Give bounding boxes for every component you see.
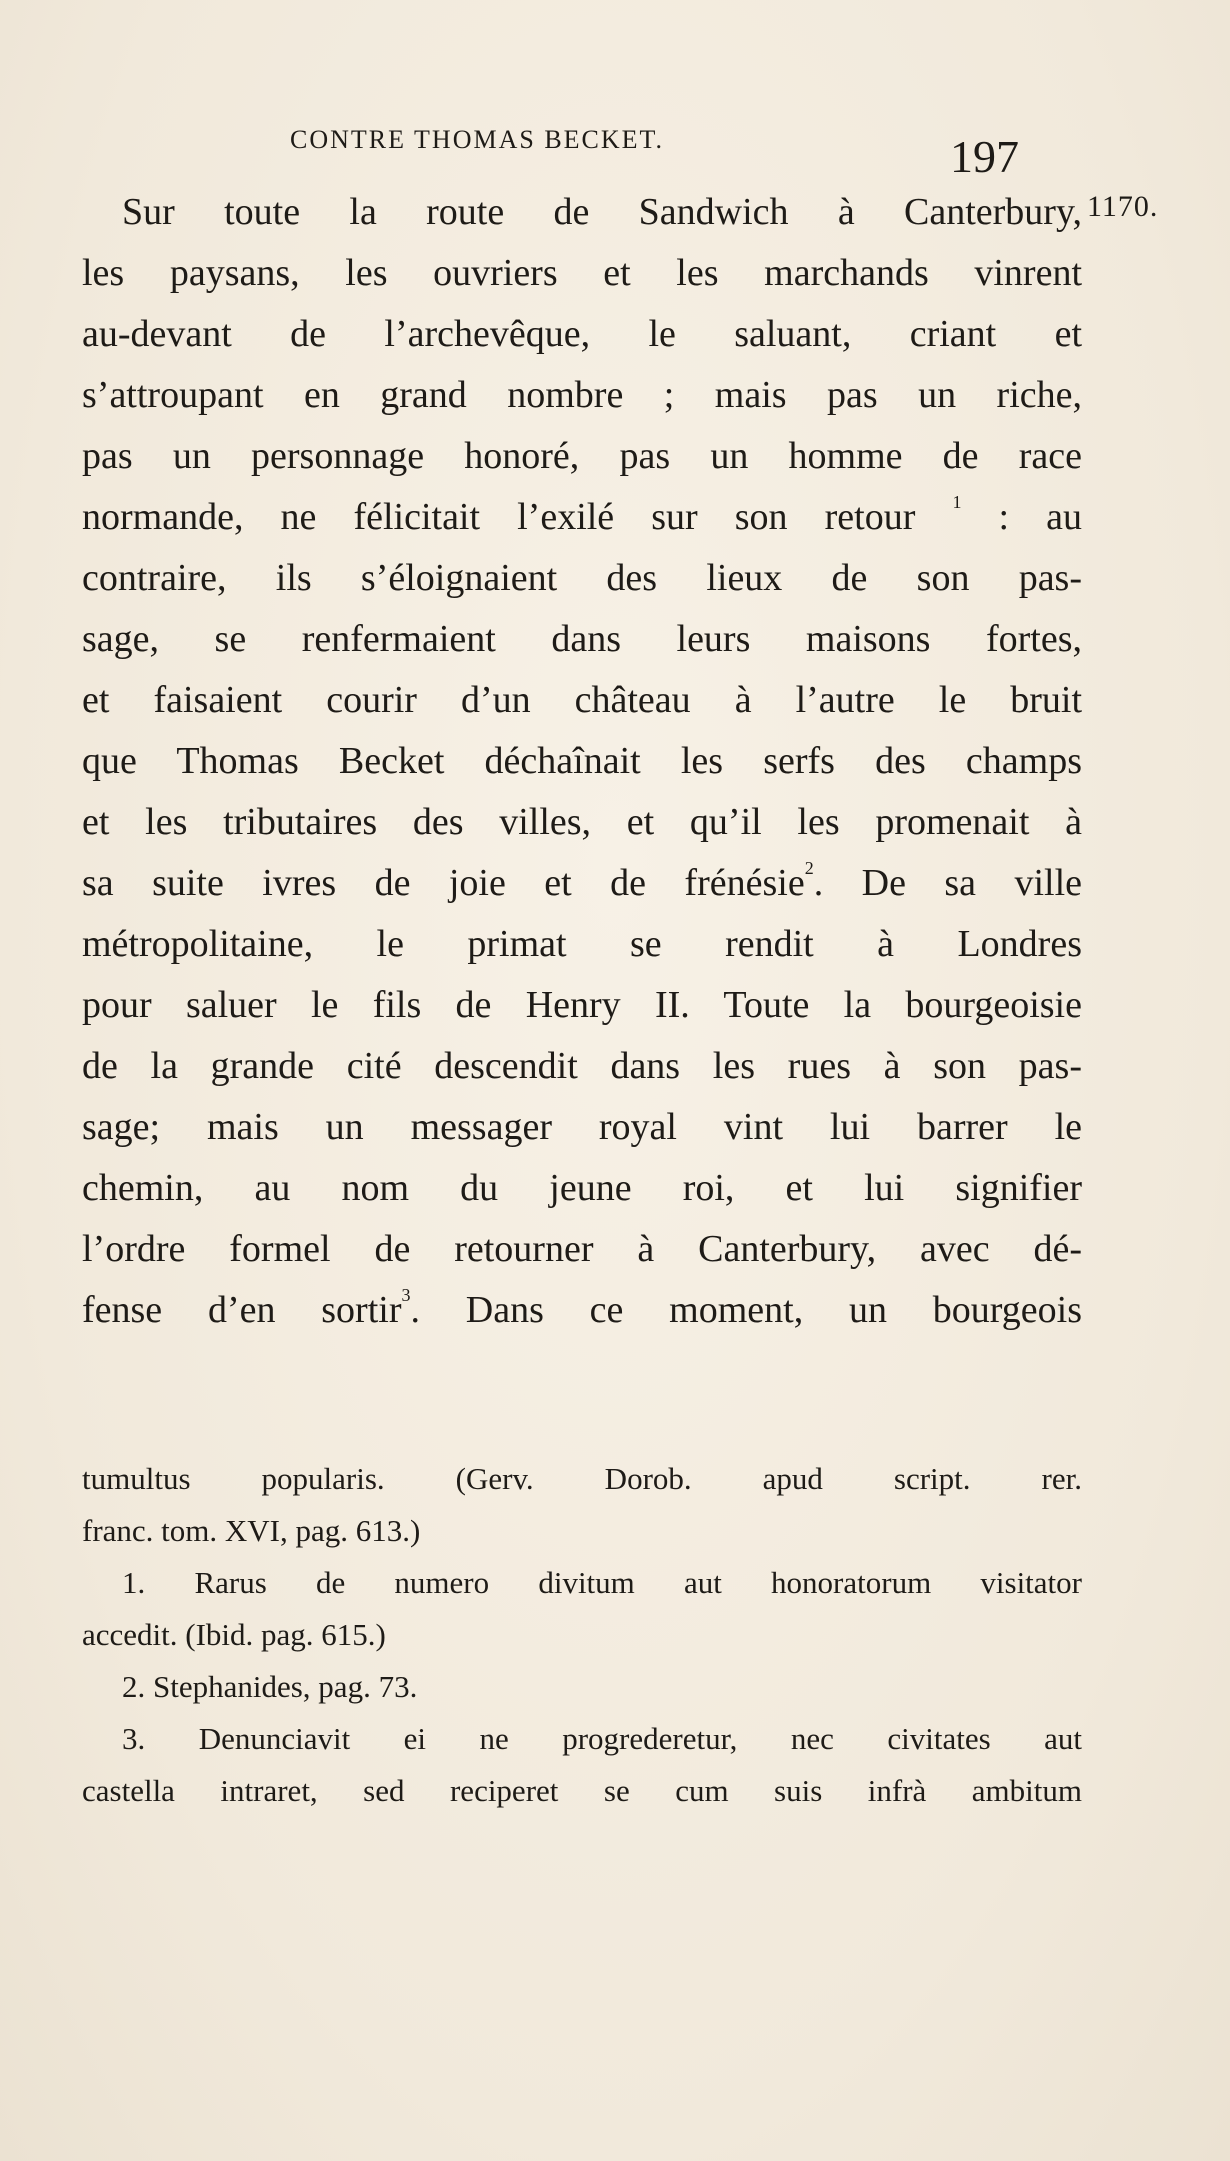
- text-line: Sur toute la route de Sandwich à Canterbury,: [122, 191, 1082, 233]
- footnotes: [82, 1453, 1082, 1817]
- footnote-line: 1. Rarus de numero divitum aut honoratorum visitator: [122, 1565, 1082, 1600]
- text-segment: sa suite ivres de joie et de frénésie: [82, 862, 805, 904]
- text-line: l’ordre formel de retourner à Canterbury, avec dé-: [82, 1228, 1082, 1270]
- text-line: sage, se renfermaient dans leurs maisons fortes,: [82, 618, 1082, 660]
- footnote-line: 2. Stephanides, pag. 73.: [122, 1669, 418, 1704]
- text-segment: : au: [998, 496, 1083, 538]
- text-line: les paysans, les ouvriers et les marchands vinrent: [82, 252, 1082, 294]
- footnote-marker-2: 2: [804, 858, 814, 878]
- text-line: que Thomas Becket déchaînait les serfs des champs: [82, 740, 1082, 782]
- text-segment: . De sa ville: [813, 862, 1082, 904]
- text-line: sage; mais un messager royal vint lui barrer le: [82, 1106, 1082, 1148]
- text-line: contraire, ils s’éloignaient des lieux de son pas-: [82, 557, 1082, 599]
- margin-date-note: 1170.: [1087, 190, 1159, 223]
- text-segment: normande, ne félicitait l’exilé sur son retour: [82, 496, 916, 538]
- footnote-line: franc. tom. XVI, pag. 613.): [82, 1513, 421, 1548]
- text-segment: fense d’en sortir: [82, 1289, 402, 1331]
- footnote-line: accedit. (Ibid. pag. 615.): [82, 1617, 386, 1652]
- text-line: pas un personnage honoré, pas un homme de race: [82, 435, 1082, 477]
- running-title: CONTRE THOMAS BECKET.: [290, 125, 664, 154]
- text-line: chemin, au nom du jeune roi, et lui signifier: [82, 1167, 1082, 1209]
- footnote-marker-3: 3: [401, 1285, 411, 1305]
- text-line-with-note: [82, 487, 1082, 548]
- text-line: pour saluer le fils de Henry II. Toute la bourgeoisie: [82, 984, 1082, 1026]
- main-text: [82, 182, 1082, 1341]
- text-line-with-note: fense d’en sortir$^3$. Dans ce moment, un bourgeois: [82, 1285, 1082, 1331]
- footnote-marker-1: 1: [952, 492, 962, 512]
- footnote-line: castella intraret, sed reciperet se cum suis infrà ambitum: [82, 1773, 1082, 1808]
- text-line: de la grande cité descendit dans les rues à son pas-: [82, 1045, 1082, 1087]
- text-line: et les tributaires des villes, et qu’il les promenait à: [82, 801, 1082, 843]
- page-number: 197: [950, 131, 1019, 182]
- footnote-line: 3. Denunciavit ei ne progrederetur, nec civitates aut: [122, 1721, 1082, 1756]
- text-line: au-devant de l’archevêque, le saluant, criant et: [82, 313, 1082, 355]
- text-line-with-note: [82, 853, 1082, 914]
- text-segment: Dans ce moment, un bourgeois: [465, 1289, 1082, 1331]
- text-line: et faisaient courir d’un château à l’autre le bruit: [82, 679, 1082, 721]
- footnote-line: tumultus popularis. (Gerv. Dorob. apud script. rer.: [82, 1461, 1082, 1496]
- text-line: s’attroupant en grand nombre ; mais pas un riche,: [82, 374, 1082, 416]
- text-line: métropolitaine, le primat se rendit à Londres: [82, 923, 1082, 965]
